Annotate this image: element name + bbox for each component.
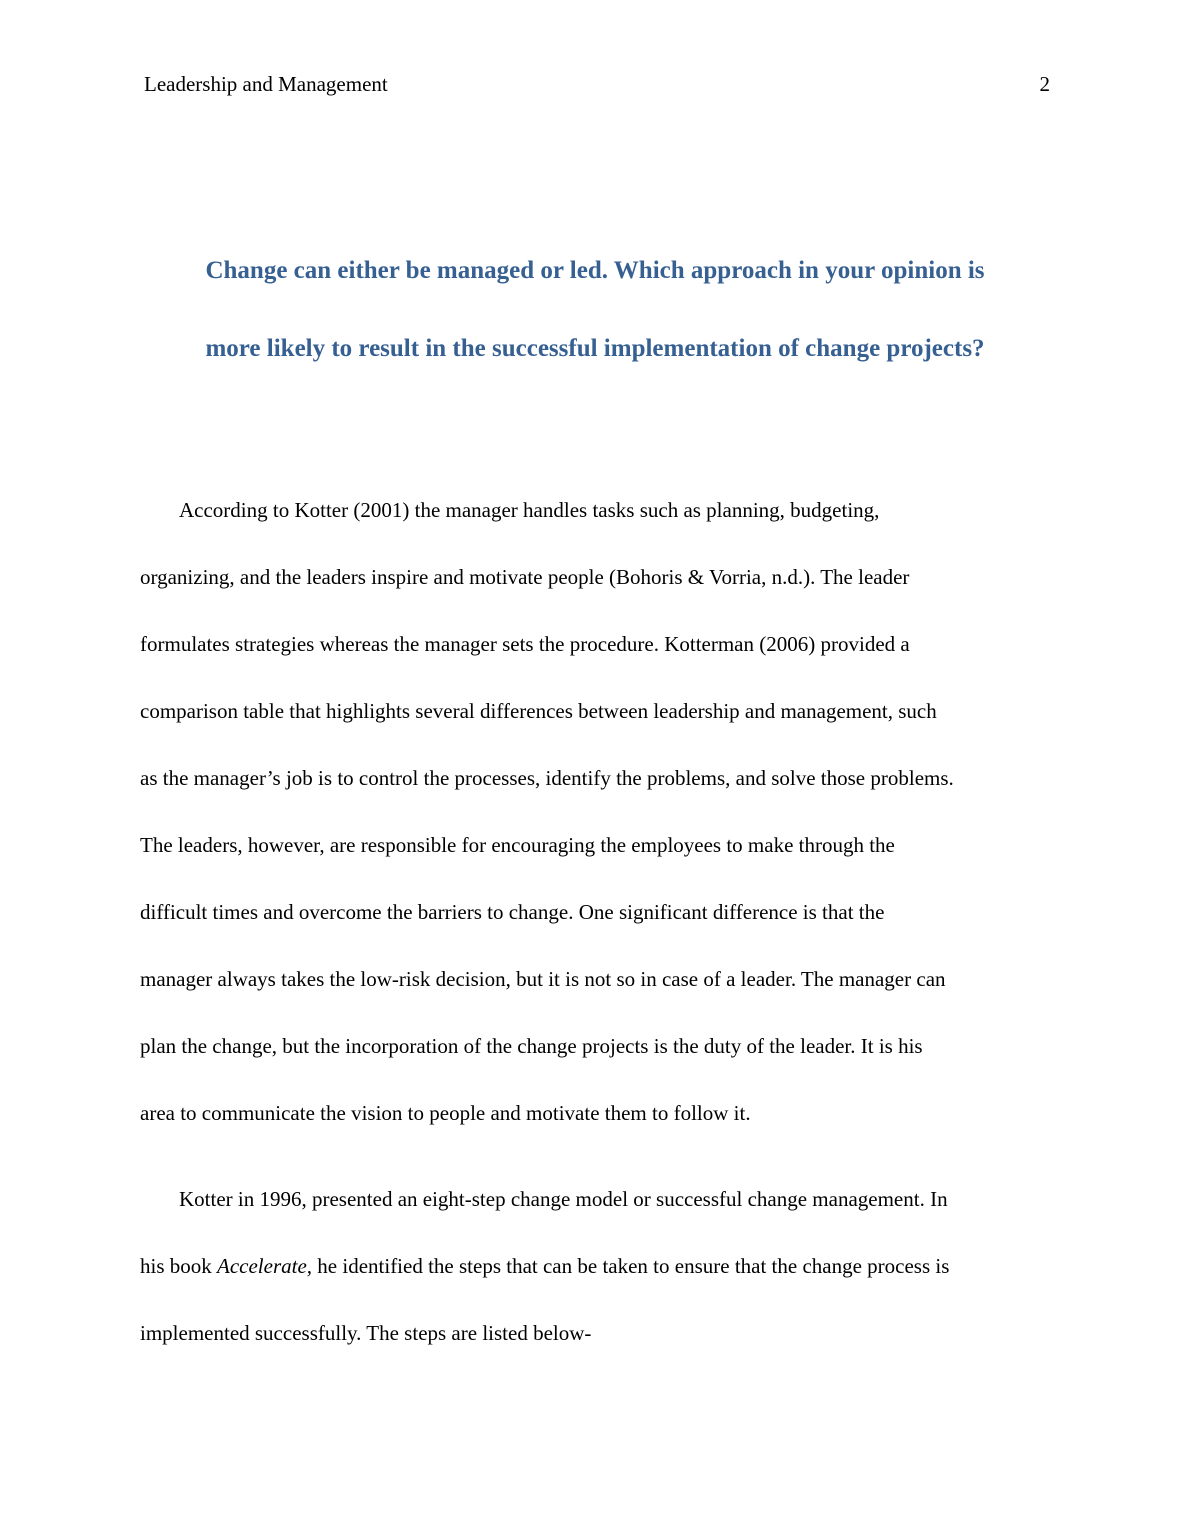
paragraph-2-line	[140, 1233, 1070, 1300]
paragraph-1-line: According to Kotter (2001) the manager handles tasks such as planning, budgeting,	[179, 498, 880, 522]
paragraph-2	[140, 1166, 1070, 1367]
paragraph-2-text: his book	[140, 1254, 218, 1278]
book-title: Accelerate,	[217, 1254, 313, 1278]
paragraph-1-line: comparison table that highlights several differences between leadership and management, such	[140, 699, 937, 723]
paragraph-1-line: as the manager’s job is to control the processes, identify the problems, and solve those problems.	[140, 766, 954, 790]
running-head: Leadership and Management	[144, 72, 388, 96]
title-line-2: more likely to result in the successful implementation of change projects?	[205, 335, 985, 362]
paragraph-1-line: manager always takes the low-risk decision, but it is not so in case of a leader. The manager can	[140, 967, 946, 991]
paragraph-2-line: Kotter in 1996, presented an eight-step change model or successful change management. In	[179, 1187, 948, 1211]
title-line-1: Change can either be managed or led. Which approach in your opinion is	[205, 257, 985, 284]
paragraph-1-line: organizing, and the leaders inspire and motivate people (Bohoris & Vorria, n.d.). The leader	[140, 565, 910, 589]
document-title	[140, 232, 1050, 388]
paragraph-1-line: formulates strategies whereas the manager sets the procedure. Kotterman (2006) provided a	[140, 632, 910, 656]
page-number: 2	[1039, 72, 1050, 96]
paragraph-1-line: plan the change, but the incorporation of the change projects is the duty of the leader. It is his	[140, 1034, 923, 1058]
paragraph-1	[140, 477, 1070, 1147]
paragraph-2-text: he identified the steps that can be taken to ensure that the change process is	[312, 1254, 950, 1278]
paragraph-2-line: implemented successfully. The steps are listed below-	[140, 1321, 592, 1345]
paragraph-1-line: difficult times and overcome the barriers to change. One significant difference is that the	[140, 900, 885, 924]
paragraph-1-line: The leaders, however, are responsible for encouraging the employees to make through the	[140, 833, 895, 857]
paragraph-1-line: area to communicate the vision to people and motivate them to follow it.	[140, 1101, 751, 1125]
